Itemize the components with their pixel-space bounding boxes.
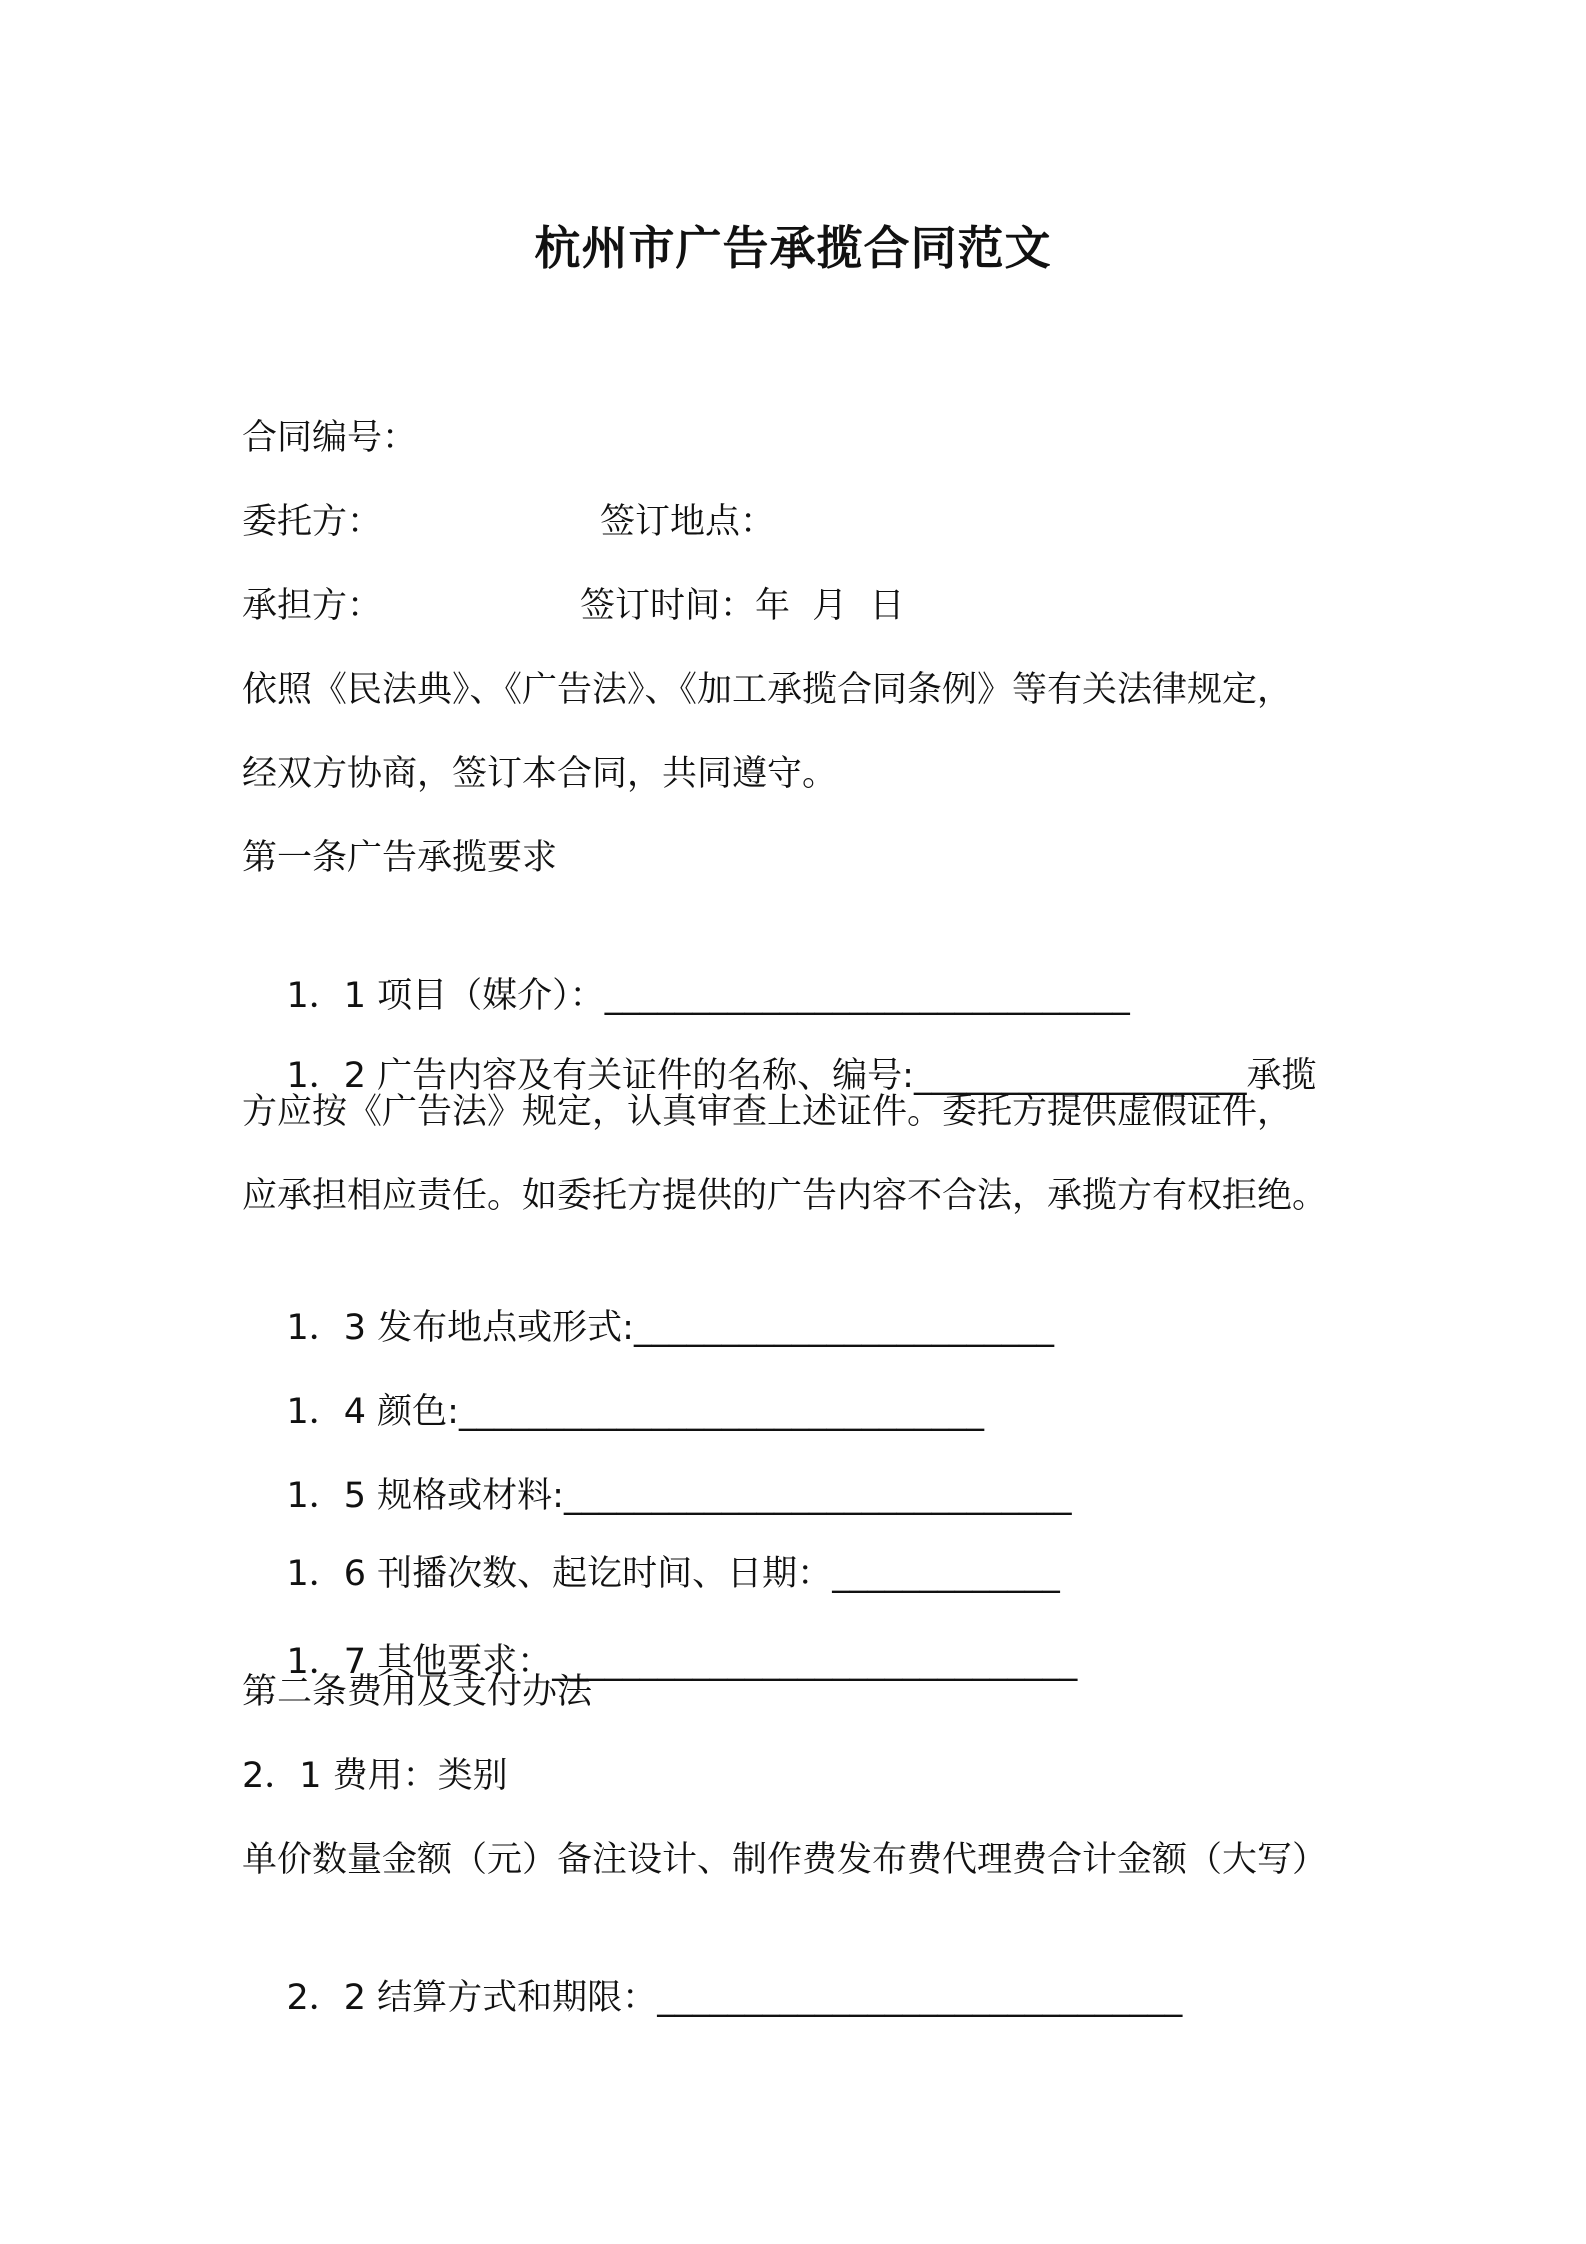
item-1-5-blank: _____________________________ <box>563 1476 1072 1516</box>
item-2-1: 2．1 费用：类别 <box>242 1756 508 1796</box>
client-label: 委托方： <box>242 502 383 542</box>
contractor-label: 承担方： <box>242 586 383 626</box>
item-2-2-blank: ______________________________ <box>657 1978 1183 2018</box>
item-1-7-label: 1．7 其他要求： <box>286 1642 553 1682</box>
item-1-4-label: 1．4 颜色: <box>286 1392 459 1432</box>
article-2-heading: 第二条费用及支付办法 <box>242 1672 593 1712</box>
item-2-2 <box>242 1926 1182 2070</box>
item-1-2-blank: ___________________ <box>913 1056 1247 1096</box>
item-1-2-cont: 承揽 <box>1246 1056 1317 1096</box>
item-2-1-columns: 单价数量金额（元）备注设计、制作费发布费代理费合计金额（大写） <box>242 1840 1328 1880</box>
item-1-3-label: 1．3 发布地点或形式: <box>286 1308 634 1348</box>
item-1-3-blank: ________________________ <box>633 1308 1054 1348</box>
item-1-1-blank: ______________________________ <box>604 976 1130 1016</box>
item-1-2-label: 1．2 广告内容及有关证件的名称、编号: <box>286 1056 914 1096</box>
preamble-line-1: 依照《民法典》、《广告法》、《加工承揽合同条例》等有关法律规定， <box>242 670 1293 710</box>
item-1-4-blank: ______________________________ <box>458 1392 984 1432</box>
item-1-1-label: 1．1 项目（媒介）： <box>286 976 605 1016</box>
item-1-2-line-3: 应承担相应责任。如委托方提供的广告内容不合法，承揽方有权拒绝。 <box>242 1176 1328 1216</box>
item-1-7-blank: ______________________________ <box>552 1642 1078 1682</box>
sign-time-label: 签订时间：年 月 日 <box>580 586 905 626</box>
item-1-5-label: 1．5 规格或材料: <box>286 1476 564 1516</box>
item-1-6-label: 1．6 刊播次数、起讫时间、日期： <box>286 1554 833 1594</box>
article-1-heading: 第一条广告承揽要求 <box>242 838 558 878</box>
contract-number-label: 合同编号： <box>242 418 418 458</box>
item-1-2-line-2: 方应按《广告法》规定，认真审查上述证件。委托方提供虚假证件， <box>242 1092 1293 1132</box>
item-1-6-blank: _____________ <box>832 1554 1060 1594</box>
sign-place-label: 签订地点： <box>600 502 776 542</box>
item-2-2-label: 2．2 结算方式和期限： <box>286 1978 658 2018</box>
preamble-line-2: 经双方协商，签订本合同，共同遵守。 <box>242 754 838 794</box>
document-title: 杭州市广告承揽合同范文 <box>534 221 1052 275</box>
